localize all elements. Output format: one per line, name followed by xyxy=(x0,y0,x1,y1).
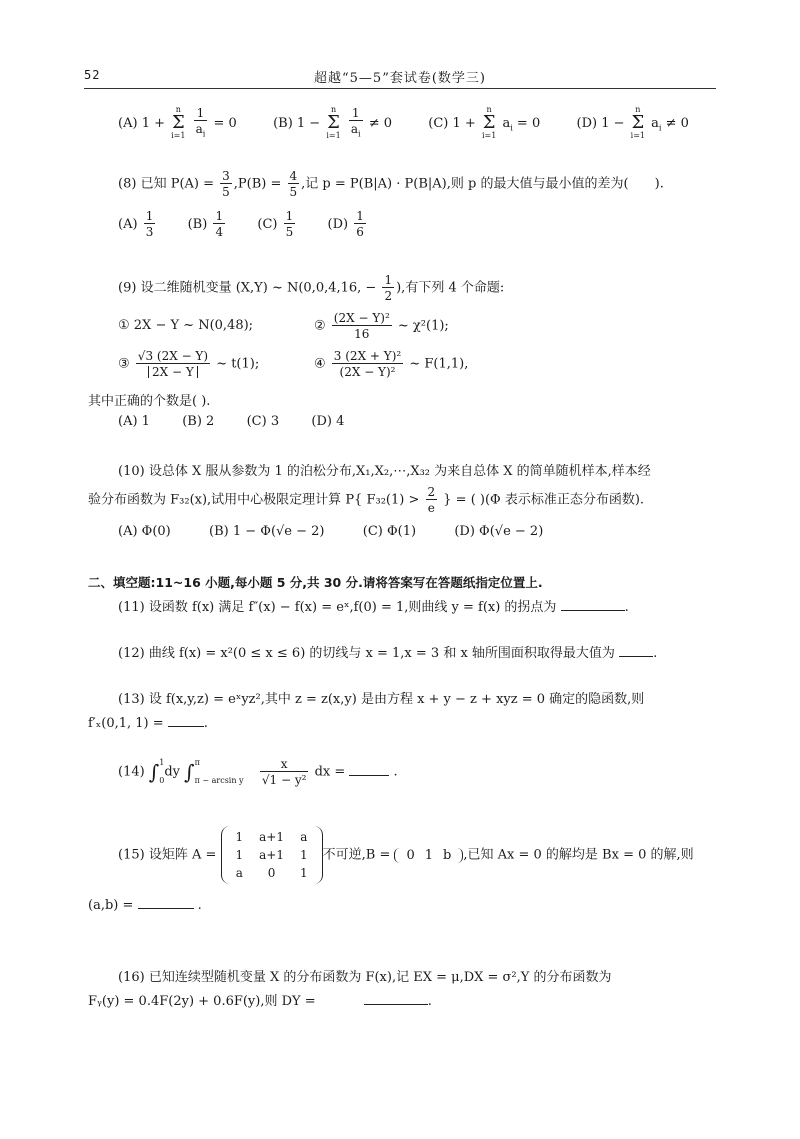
header-title: 超越“5—5”套试卷(数学三) xyxy=(314,71,486,86)
q16-answer-blank[interactable] xyxy=(364,992,428,1005)
q8-option-d: (D) $\frac{1}{6}$ xyxy=(327,209,364,239)
q13-line-1: (13) 设 f(x,y,z) = eˣyz²,其中 z = z(x,y) 是由方程 x + y − z + xyz = 0 确定的隐函数,则 xyxy=(118,692,645,707)
q10-option-d: (D) Φ(√e − 2) xyxy=(454,524,544,539)
q15-answer-blank[interactable] xyxy=(138,896,194,909)
q7-option-d: (D) 1 − n Σ i=1 $a_i \ne 0$ xyxy=(576,105,689,140)
q9-option-c: (C) 3 xyxy=(246,414,280,429)
q15-line-1: (15) 设矩阵 A = 1 a+1 a 1 a+1 1 a 0 1 不可逆,B = 0 1 b ,已知 Ax = 0 的解均是 Bx = 0 的解,则 xyxy=(118,826,694,884)
q14: (14) ∫ 1 0 dy ∫ π π − arcsin y $\frac{x}{\text{√1 − y²}}$ dx = . xyxy=(118,757,398,787)
q8-option-b: (B) $\frac{1}{4}$ xyxy=(187,209,224,239)
q10-line-1: (10) 设总体 X 服从参数为 1 的泊松分布,X₁,X₂,⋯,X₃₂ 为来自总体 X 的简单随机样本,样本经 xyxy=(118,464,651,479)
q9-option-b: (B) 2 xyxy=(182,414,215,429)
vector-b: 0 1 b xyxy=(394,848,463,863)
q10-option-b: (B) 1 − Φ(√e − 2) xyxy=(209,524,325,539)
q8-option-a: (A) $\frac{1}{3}$ xyxy=(118,209,154,239)
q9-option-a: (A) 1 xyxy=(118,414,150,429)
q16-line-2: Fᵧ(y) = 0.4F(2y) + 0.6F(y),则 DY = . xyxy=(88,994,432,1009)
q9-proposition-3: ③ $\frac{√3 (2X - Y)}{2X - Y}$ ~ t(1); xyxy=(118,349,260,379)
q8-options xyxy=(118,210,368,238)
q9-proposition-1: ① 2X − Y ~ N(0,48); xyxy=(118,318,254,333)
q13-answer-blank[interactable] xyxy=(168,714,204,727)
q11-answer-blank[interactable] xyxy=(561,598,625,611)
q10-line-2: 验分布函数为 F₃₂(x),试用中心极限定理计算 P{ F₃₂(1) > $\frac{2}{e}$ } = ( )(Φ 表示标准正态分布函数). xyxy=(88,485,645,515)
q9-options xyxy=(118,414,344,429)
q10-option-a: (A) Φ(0) xyxy=(118,524,171,539)
q15-line-2: (a,b) = . xyxy=(88,898,202,913)
q10-options xyxy=(118,524,543,539)
page-number: 52 xyxy=(84,68,101,82)
q9-option-d: (D) 4 xyxy=(311,414,345,429)
q8-option-c: (C) $\frac{1}{5}$ xyxy=(257,209,294,239)
q7-option-c: (C) 1 + n Σ i=1 $a_i = 0$ xyxy=(428,105,541,140)
q8-stem: (8) 已知 P(A) = $\frac{3}{5}$ ,P(B) = $\frac{4}{5}$ ,记 p = P(B|A) · P(B|A),则 p 的最大值与最小值的差为( ). xyxy=(118,169,664,199)
q7-options xyxy=(118,106,689,140)
q7-option-b: (B) 1 − n Σ i=1 $\frac{1}{a_i}$ ≠ 0 xyxy=(273,105,392,140)
section-2-heading: 二、填空题:11~16 小题,每小题 5 分,共 30 分.请将答案写在答题纸指定位置上. xyxy=(88,575,543,590)
q16-line-1: (16) 已知连续型随机变量 X 的分布函数为 F(x),记 EX = μ,DX = σ²,Y 的分布函数为 xyxy=(118,970,612,985)
q14-answer-blank[interactable] xyxy=(349,763,389,776)
page-header xyxy=(84,66,716,89)
q9-stem: (9) 设二维随机变量 (X,Y) ~ N(0,0,4,16, − $\frac{1}{2}$ ),有下列 4 个命题: xyxy=(118,273,505,303)
matrix-a: 1 a+1 a 1 a+1 1 a 0 1 xyxy=(221,826,323,884)
q13-line-2: f′ₓ(0,1, 1) = . xyxy=(88,716,208,731)
q9-proposition-4: ④ $\frac{\text{3 (2X + Y)²}}{\text{(2X − Y)²}}$ ~ F(1,1), xyxy=(314,349,469,379)
q9-question: 其中正确的个数是( ). xyxy=(88,394,211,409)
q12-answer-blank[interactable] xyxy=(619,644,653,657)
q10-option-c: (C) Φ(1) xyxy=(362,524,417,539)
q9-proposition-2: ② $\frac{\text{(2X − Y)²}}{16}$ ~ χ²(1); xyxy=(314,311,449,341)
q12: (12) 曲线 f(x) = x²(0 ≤ x ≤ 6) 的切线与 x = 1,x = 3 和 x 轴所围面积取得最大值为 . xyxy=(118,646,658,661)
q7-option-a: (A) 1 + n Σ i=1 $\frac{1}{a_i}$ = 0 xyxy=(118,105,237,140)
q11: (11) 设函数 f(x) 满足 f″(x) − f(x) = eˣ,f(0) = 1,则曲线 y = f(x) 的拐点为 . xyxy=(118,600,629,615)
